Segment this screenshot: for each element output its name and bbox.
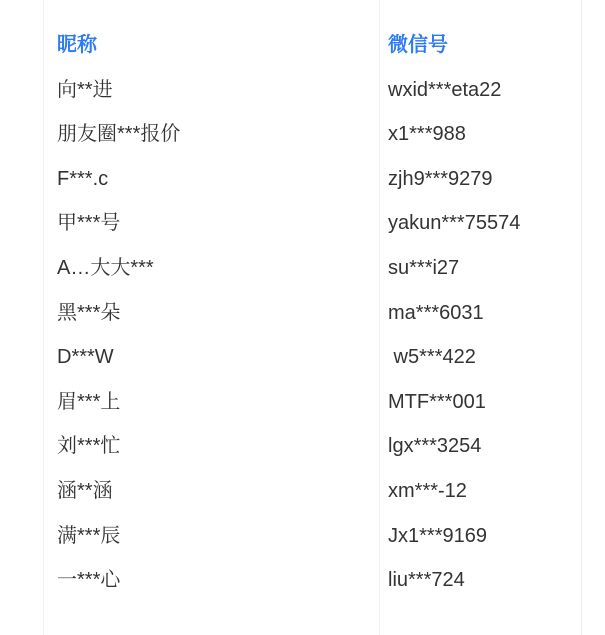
wechat-id-cell: Jx1***9169 <box>388 524 487 547</box>
table-row <box>0 424 605 469</box>
nickname-cell: 黑***朵 <box>57 301 121 324</box>
table-row <box>0 112 605 157</box>
wechat-id-cell: xm***-12 <box>388 479 467 502</box>
nickname-cell: 朋友圈***报价 <box>57 123 181 146</box>
nickname-cell: 眉***上 <box>57 390 121 413</box>
wechat-id-cell: x1***988 <box>388 123 466 146</box>
table-row <box>0 335 605 380</box>
wechat-id-cell: wxid***eta22 <box>388 78 502 101</box>
wechat-id-cell: w5***422 <box>388 346 476 369</box>
table-row <box>0 291 605 336</box>
table-row <box>0 380 605 425</box>
nickname-cell: D***W <box>57 346 114 369</box>
wechat-id-cell: ma***6031 <box>388 301 484 324</box>
nickname-cell: 一***心 <box>57 569 121 592</box>
nickname-cell: A…大大*** <box>57 256 154 279</box>
wechat-id-cell: MTF***001 <box>388 390 486 413</box>
nickname-cell: F***.c <box>57 167 109 190</box>
table-row <box>0 469 605 514</box>
table-body <box>0 68 605 603</box>
wechat-id-cell: su***i27 <box>388 256 460 279</box>
wechat-id-cell: lgx***3254 <box>388 435 482 458</box>
table-row <box>0 514 605 559</box>
table-row <box>0 157 605 202</box>
nickname-cell: 涵**涵 <box>57 479 113 502</box>
wechat-id-cell: zjh9***9279 <box>388 167 493 190</box>
table-row <box>0 558 605 603</box>
table-header-row <box>0 23 605 68</box>
column-header-wechat-id: 微信号 <box>388 34 448 56</box>
wechat-id-cell: liu***724 <box>388 569 465 592</box>
table-row <box>0 246 605 291</box>
nickname-cell: 刘***忙 <box>57 435 121 458</box>
wechat-id-cell: yakun***75574 <box>388 212 521 235</box>
nickname-cell: 甲***号 <box>57 212 121 235</box>
column-header-nickname: 昵称 <box>57 34 97 56</box>
contact-table <box>0 23 605 603</box>
nickname-cell: 满***辰 <box>57 524 121 547</box>
table-row <box>0 68 605 113</box>
table-row <box>0 201 605 246</box>
nickname-cell: 向**进 <box>57 78 113 101</box>
